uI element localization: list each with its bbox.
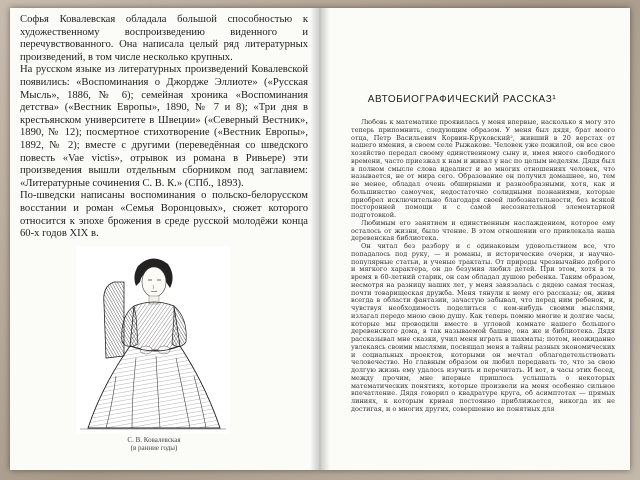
chapter-heading: АВТОБИОГРАФИЧЕСКИЙ РАССКАЗ¹ [367,94,557,105]
left-paragraph-2: На русском языке из литературных произведений Ковалевской появились: «Воспоминания о Джордже Эллиоте» («Русская Мысль», 1886, № 6); семейная хроника «Воспоминания детства» («Вестник Европы», 1890, № 7 и 8); «Три дня в крестьянском университете в Швеции» («Северный Вестник», 1890, № 12); посмертное стихотворение («Вестник Европы», 1892, № 2); вместе с другими (переведённая со шведского повесть «Vae victis», отрывок из романа в Ривьере) эти произведения вышли отдельным сборником под заглавием: «Литературные сочинения С. В. К.» (СПб., 1893). [20,64,308,189]
left-paragraph-1: Софья Ковалевская обладала большой способностью к художественному воспроизведению виденного и перечувствованного. Она написала целый ряд литературных произведений, в том числе несколько крупных. [20,14,308,63]
caption-name: С. В. Ковалевская [127,436,181,444]
right-paragraph-3: Он читал без разбору и с одинаковым удовольствием все, что попадалось под руку, — и романы, и исторические очерки, и научно-популярные статьи, и ученые трактаты. От природы чрезвычайно доброго и мягкого характера, он до безумия любил детей. При этом, хотя в то время в 60-летний старик, он сам обладал душою ребенка. Таким образом, несмотря на разницу наших лет, у меня завязалась с дядею самая тесная, почти товарищеская дружба. Меня тянули к нему его рассказы; он, живя всегда в области фантазии, зачастую забывал, что перед ним ребенок, и, чувствуя необходимость поделиться с кем-нибудь своими мыслями, излагал передо мною свою душу. Как теперь помню многие и долгие часы, которые мы проводили вместе в угловой комнате нашего большого деревенского дома, в так называемой башне, она же и библиотека. Дядя рассказывал мне сказки, учил меня играть в шахматы; потом, неожиданно увлекаясь своими мыслями, посвящал меня в тайны разных экономических и социальных проектов, которыми он мечтал облагодетельствовать человечество. Но главным образом он любил передавать то, что за свою долгую жизнь ему удалось изучить и перечитать. И вот, в часы этих бесед, между прочим, мне впервые пришлось услышать о некоторых математических понятиях, которые произвели на меня особенно сильное впечатление. Дядя говорил о квадратуре круга, об асимптотах — прямых линиях, к которым кривая постоянно приближается, никогда их не достигая, и о многих других, совершенно не понятных для [351,242,615,413]
portrait-illustration [76,246,230,434]
portrait-caption [106,436,202,452]
caption-note: (в ранние годы) [130,444,178,452]
right-paragraph-2: Любимым его занятием и единственным наслаждением, которое ему осталось от жизни, было чтение. В этом отношении его привлекала наша деревенская библиотека. [351,218,615,243]
open-book [10,8,630,470]
left-page-text [20,14,308,241]
left-paragraph-3: По-шведски написаны воспоминания о польско-белорусском восстании и роман «Семья Воронцовых», сюжет которого относится к эпохе брожения в среде русской молодёжи конца 60-х годов XIX в. [20,190,308,240]
left-page [10,8,320,470]
right-paragraph-1: Любовь к математике проявилась у меня впервые, насколько я могу это теперь припомнить, следующим образом. У меня был дядя, брат моего отца, Петр Васильевич Корвин-Круковский², живший в 20 верстах от нашего имения, в своем селе Рыжакове. Человек уже пожилой, он все свое хозяйство передал своему единственному сыну и, имея много свободного времени, часто приезжал к нам и живал у нас по целым неделям. Дядя был в полном смысле слова идеалист и во многих отношениях человек, что называется, не от мира сего. Образование он получил домашнее, но, тем не менее, обладал очень обширными и разнообразными, хотя, как и большинство самоучек, недостаточно солидными познаниями, которые приобрел исключительно благодаря своей любознательности, без всякой посторонней помощи и с самой несознательной элементарной подготовкой. [351,118,615,219]
right-page-text [351,119,615,414]
